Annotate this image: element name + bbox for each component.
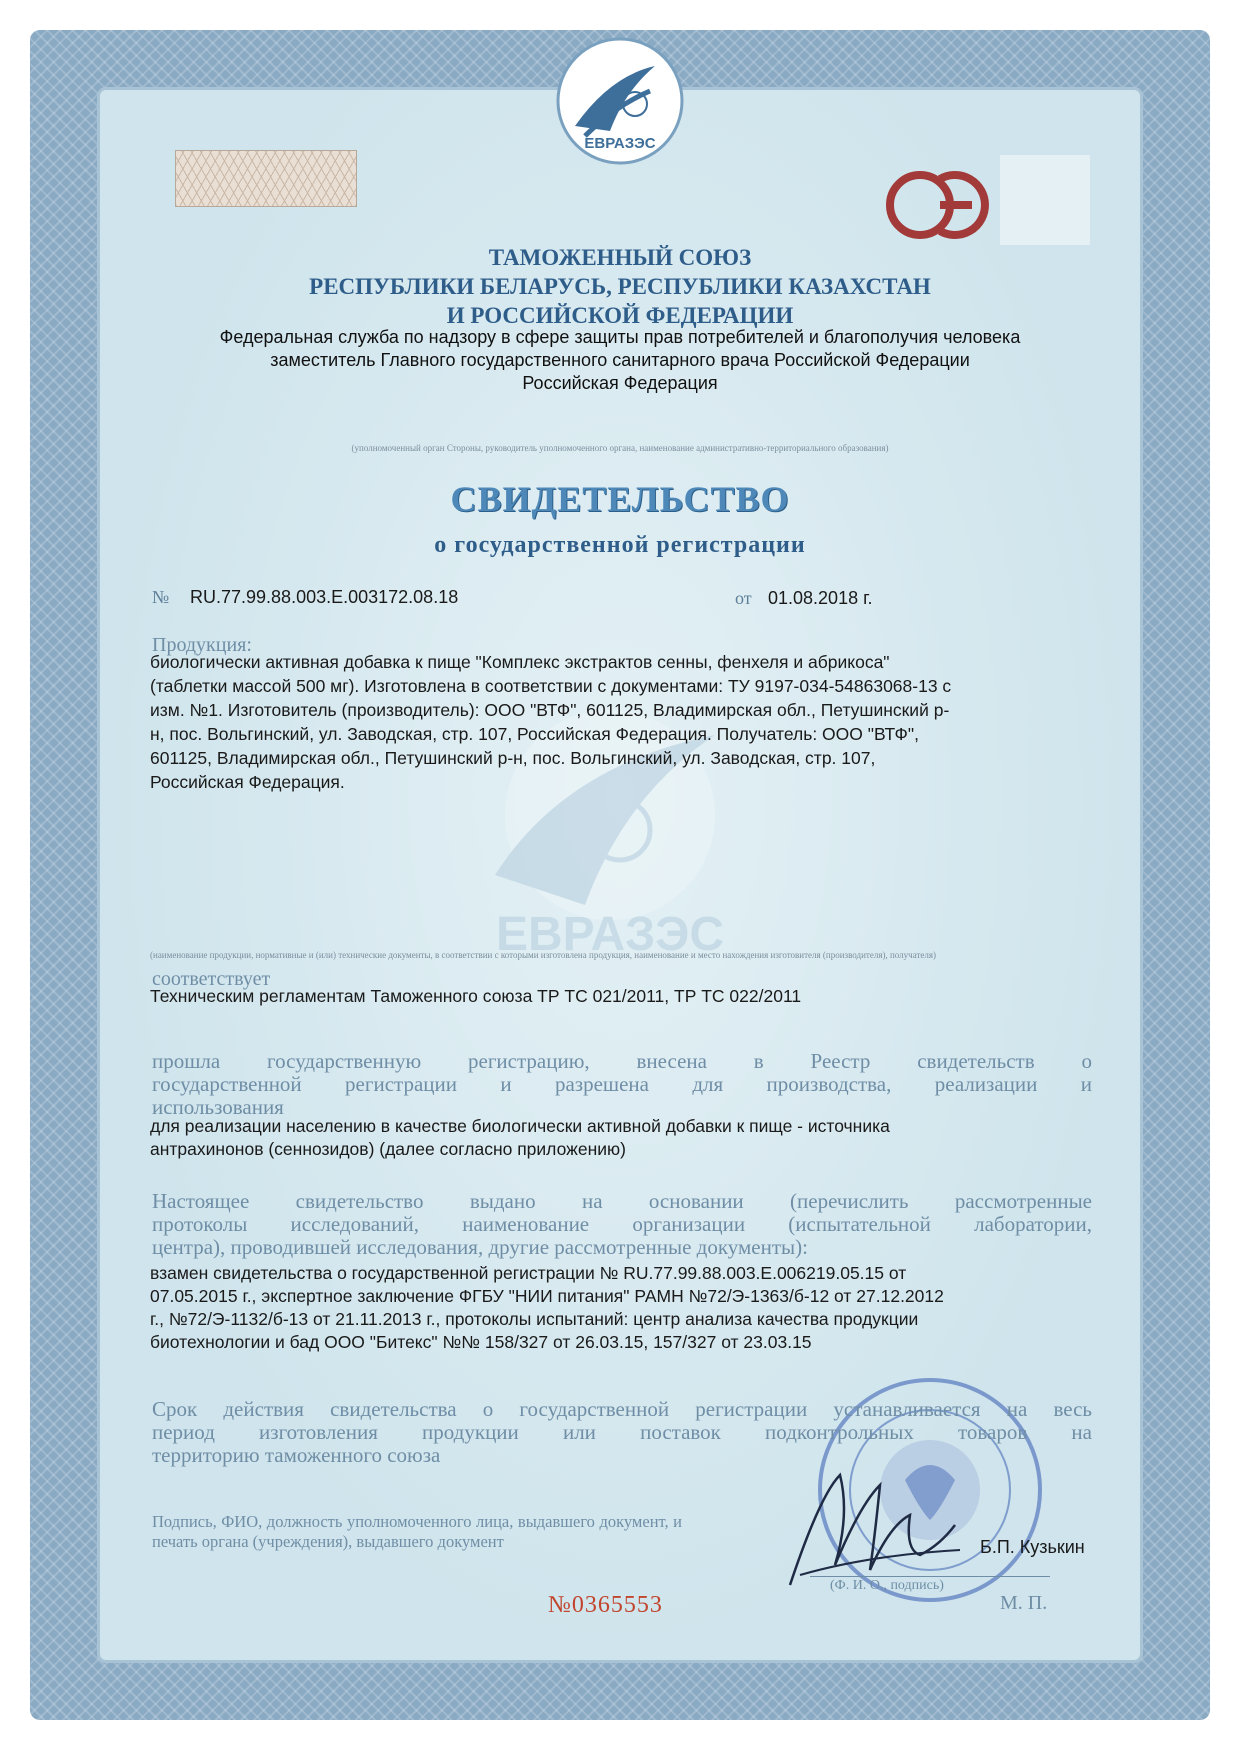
union-title-line1: ТАМОЖЕННЫЙ СОЮЗ — [488, 245, 752, 270]
validity-line3: территорию таможенного союза — [152, 1443, 441, 1467]
authority-line2: заместитель Главного государственного санитарного врача Российской Федерации — [270, 350, 970, 370]
basis-detail-3: г., №72/Э-1132/б-13 от 21.11.2013 г., протоколы испытаний: центр анализа качества продукции — [150, 1309, 919, 1329]
basis-detail-4: биотехнологии и бад ООО "Битекс" №№ 158/327 от 26.03.15, 157/327 от 23.03.15 — [150, 1332, 812, 1352]
conformity-text: Техническим регламентам Таможенного союза ТР ТС 021/2011, ТР ТС 022/2011 — [150, 986, 802, 1006]
basis-line2: протоколы исследований, наименование организации (испытательной лаборатории, — [152, 1212, 1092, 1236]
registration-date-label: от — [735, 588, 752, 608]
document-title: СВИДЕТЕЛЬСТВО — [450, 479, 790, 519]
registration-number-label: № — [152, 587, 170, 607]
product-line-1: биологически активная добавка к пище "Комплекс экстрактов сенны, фенхеля и абрикоса" — [150, 652, 890, 672]
hologram-area — [1000, 155, 1090, 245]
document-subtitle: о государственной регистрации — [434, 532, 806, 558]
signature-line — [810, 1576, 1050, 1577]
svg-text:ЕВРАЗЭС: ЕВРАЗЭС — [584, 135, 656, 152]
validity-line2: период изготовления продукции или поставок подконтрольных товаров на — [152, 1420, 1092, 1444]
conformity-mark-icon — [880, 165, 990, 245]
registration-date: 01.08.2018 г. — [768, 588, 873, 608]
fio-label: (Ф. И. О., подпись) — [830, 1578, 944, 1593]
blank-serial-number: №0365553 — [548, 1592, 663, 1618]
basis-detail-1: взамен свидетельства о государственной регистрации № RU.77.99.88.003.Е.006219.05.15 от — [150, 1263, 907, 1283]
product-note: (наименование продукции, нормативные и (или) технические документы, в соответствии с которыми изготовлена продукция, наименование и место нахождения изготовителя (производителя), получателя) — [150, 950, 937, 960]
registration-statement-line1: прошла государственную регистрацию, внесена в Реестр свидетельств о — [152, 1049, 1092, 1073]
usage-line-2: антрахинонов (сеннозидов) (далее согласно приложению) — [150, 1139, 626, 1159]
authority-line1: Федеральная служба по надзору в сфере защиты прав потребителей и благополучия человека — [219, 327, 1021, 347]
evrazes-logo — [555, 36, 685, 166]
product-line-5: 601125, Владимирская обл., Петушинский р-н, пос. Вольгинский, ул. Заводская, стр. 107, — [150, 748, 876, 768]
authority-line3: Российская Федерация — [522, 373, 718, 393]
product-line-6: Российская Федерация. — [150, 772, 345, 792]
security-guilloche — [175, 150, 357, 207]
registration-number: RU.77.99.88.003.Е.003172.08.18 — [190, 587, 459, 607]
basis-line1: Настоящее свидетельство выдано на основании (перечислить рассмотренные — [152, 1189, 1092, 1213]
usage-line-1: для реализации населению в качестве биологически активной добавки к пище - источника — [150, 1116, 890, 1136]
union-title-line3: И РОССИЙСКОЙ ФЕДЕРАЦИИ — [446, 303, 794, 328]
signature-label: Подпись, ФИО, должность уполномоченного лица, выдавшего документ, и печать органа (учреждения), выдавшего документ — [152, 1512, 682, 1551]
svg-text:ЕВРАЗЭС: ЕВРАЗЭС — [495, 908, 725, 961]
conformity-label: соответствует — [152, 968, 271, 990]
handwritten-signature-icon — [780, 1455, 970, 1595]
registration-statement-line3: использования — [152, 1095, 284, 1119]
registration-statement-line2: государственной регистрации и разрешена для производства, реализации и — [152, 1072, 1092, 1096]
basis-line3: центра), проводившей исследования, другие рассмотренные документы): — [152, 1235, 808, 1259]
union-title-line2: РЕСПУБЛИКИ БЕЛАРУСЬ, РЕСПУБЛИКИ КАЗАХСТАН — [309, 274, 931, 299]
product-label: Продукция: — [152, 634, 252, 656]
product-line-3: изм. №1. Изготовитель (производитель): ООО "ВТФ", 601125, Владимирская обл., Петушинский р- — [150, 700, 950, 720]
product-line-4: н, пос. Вольгинский, ул. Заводская, стр. 107, Российская Федерация. Получатель: ООО "ВТФ", — [150, 724, 919, 744]
product-line-2: (таблетки массой 500 мг). Изготовлена в соответствии с документами: ТУ 9197-034-54863068-13 с — [150, 676, 952, 696]
basis-detail-2: 07.05.2015 г., экспертное заключение ФГБУ "НИИ питания" РАМН №72/Э-1363/б-12 от 27.12.2012 — [150, 1286, 944, 1306]
seal-place-label: М. П. — [1000, 1592, 1048, 1614]
validity-line1: Срок действия свидетельства о государственной регистрации устанавливается на весь — [152, 1397, 1092, 1421]
signer-name: Б.П. Кузькин — [980, 1537, 1085, 1557]
authority-note: (уполномоченный орган Стороны, руководитель уполномоченного органа, наименование административно-территориального образования) — [351, 443, 889, 453]
